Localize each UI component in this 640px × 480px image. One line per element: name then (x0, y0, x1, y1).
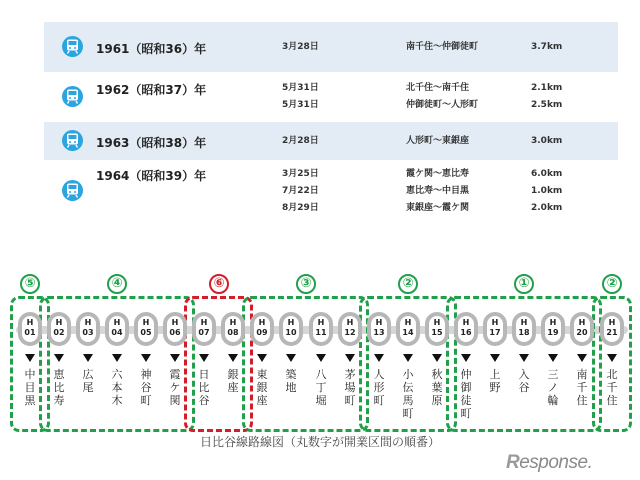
station-number: 09 (256, 328, 268, 337)
opening-order-number: ② (398, 274, 418, 294)
station-number-badge (541, 312, 565, 346)
down-arrow-icon (490, 354, 500, 362)
station-name: 築 地 (285, 368, 297, 394)
station-number: 03 (82, 328, 94, 337)
station (104, 312, 130, 407)
down-arrow-icon (374, 354, 384, 362)
station (162, 312, 188, 407)
train-icon (62, 130, 83, 151)
timeline-section: 仲御徒町～人形町 (406, 100, 479, 110)
timeline-distance: 2.5km (531, 100, 563, 110)
station-number-badge (279, 312, 303, 346)
station-number: 10 (285, 328, 297, 337)
timeline-date-column (282, 133, 319, 150)
station (424, 312, 450, 407)
train-icon (62, 86, 83, 107)
station-number: 15 (431, 328, 443, 337)
station-number-badge (512, 312, 536, 346)
line-letter: H (142, 318, 150, 327)
route-map-caption: 日比谷線路線図（丸数字が開業区間の順番） (199, 435, 440, 449)
station-name: 南 千 住 (576, 368, 588, 407)
timeline-date: 8月29日 (282, 203, 319, 213)
station (308, 312, 334, 407)
line-letter: H (520, 318, 528, 327)
timeline-section-column (406, 166, 469, 217)
down-arrow-icon (170, 354, 180, 362)
line-letter: H (578, 318, 586, 327)
station (395, 312, 421, 420)
station-number: 14 (402, 328, 414, 337)
down-arrow-icon (25, 354, 35, 362)
station-number-badge (425, 312, 449, 346)
station (249, 312, 275, 407)
station-number-badge (396, 312, 420, 346)
station-number-badge (367, 312, 391, 346)
timeline-section: 北千住～南千住 (406, 83, 470, 93)
train-icon (62, 36, 83, 57)
station-number: 06 (169, 328, 181, 337)
station-name: 八 丁 堀 (315, 368, 327, 407)
station-name: 上 野 (489, 368, 501, 394)
line-letter: H (404, 318, 412, 327)
timeline-row (44, 22, 618, 72)
down-arrow-icon (286, 354, 296, 362)
station-name: 六 本 木 (111, 368, 123, 407)
timeline-distance: 2.0km (531, 203, 563, 213)
timeline-date-column (282, 39, 319, 56)
line-letter: H (549, 318, 557, 327)
down-arrow-icon (257, 354, 267, 362)
station (511, 312, 537, 394)
station-name: 人 形 町 (373, 368, 385, 407)
down-arrow-icon (54, 354, 64, 362)
timeline-distance: 3.7km (531, 42, 563, 52)
station-name: 恵 比 寿 (53, 368, 65, 407)
timeline-section-column (406, 39, 478, 56)
opening-order-number: ③ (296, 274, 316, 294)
line-letter: H (229, 318, 237, 327)
down-arrow-icon (199, 354, 209, 362)
station (133, 312, 159, 407)
opening-order-number: ② (602, 274, 622, 294)
timeline-year: 1961（昭和36）年 (96, 42, 207, 56)
timeline-date: 3月25日 (282, 169, 319, 179)
opening-order-number: ⑥ (209, 274, 229, 294)
station-name: 茅 場 町 (344, 368, 356, 407)
timeline-section: 人形町～東銀座 (406, 136, 470, 146)
station (482, 312, 508, 394)
station (366, 312, 392, 407)
opening-timeline-table (44, 22, 618, 222)
station (569, 312, 595, 407)
station-number-badge (600, 312, 624, 346)
station-number-badge (134, 312, 158, 346)
timeline-distance: 3.0km (531, 136, 563, 146)
station-number: 17 (489, 328, 501, 337)
timeline-date-column (282, 166, 319, 217)
station-number: 20 (576, 328, 588, 337)
timeline-distance: 1.0km (531, 186, 563, 196)
station-name: 北 千 住 (606, 368, 618, 407)
down-arrow-icon (519, 354, 529, 362)
station-number: 05 (140, 328, 152, 337)
line-letter: H (171, 318, 179, 327)
timeline-distance-column (531, 39, 562, 56)
station-number: 08 (227, 328, 239, 337)
opening-order-number: ⑤ (20, 274, 40, 294)
down-arrow-icon (432, 354, 442, 362)
station-name: 入 谷 (518, 368, 530, 394)
station-number: 01 (24, 328, 36, 337)
line-letter: H (113, 318, 121, 327)
station-number-badge (483, 312, 507, 346)
timeline-date: 5月31日 (282, 100, 319, 110)
station-name: 中 目 黒 (24, 368, 36, 407)
line-letter: H (317, 318, 325, 327)
station-name: 神 谷 町 (140, 368, 152, 407)
down-arrow-icon (316, 354, 326, 362)
station-number-badge (163, 312, 187, 346)
down-arrow-icon (228, 354, 238, 362)
station-number-badge (192, 312, 216, 346)
station-number-badge (105, 312, 129, 346)
station (46, 312, 72, 407)
timeline-date: 5月31日 (282, 83, 319, 93)
station (337, 312, 363, 407)
line-letter: H (258, 318, 266, 327)
timeline-date: 7月22日 (282, 186, 319, 196)
station-name: 銀 座 (227, 368, 239, 394)
line-letter: H (491, 318, 499, 327)
timeline-distance-column (531, 166, 562, 217)
station-number: 07 (198, 328, 210, 337)
line-letter: H (346, 318, 354, 327)
timeline-section: 南千住～仲御徒町 (406, 42, 479, 52)
timeline-section: 霞ケ関～恵比寿 (406, 169, 470, 179)
station-number-badge (47, 312, 71, 346)
timeline-date-column (282, 80, 319, 114)
timeline-year: 1964（昭和39）年 (96, 169, 207, 183)
down-arrow-icon (83, 354, 93, 362)
timeline-year: 1963（昭和38）年 (96, 136, 207, 150)
line-letter: H (375, 318, 383, 327)
timeline-distance-column (531, 133, 562, 150)
station (191, 312, 217, 407)
down-arrow-icon (577, 354, 587, 362)
station-number: 16 (460, 328, 472, 337)
station-number-badge (338, 312, 362, 346)
timeline-distance: 6.0km (531, 169, 563, 179)
station (453, 312, 479, 420)
station-number-badge (454, 312, 478, 346)
line-letter: H (287, 318, 295, 327)
down-arrow-icon (112, 354, 122, 362)
station (540, 312, 566, 407)
opening-order-number: ① (514, 274, 534, 294)
timeline-date: 2月28日 (282, 136, 319, 146)
down-arrow-icon (548, 354, 558, 362)
station-number: 21 (606, 328, 618, 337)
station-name: 小 伝 馬 町 (402, 368, 414, 420)
response-logo-text: esponse. (519, 452, 593, 473)
station-number: 19 (547, 328, 559, 337)
line-letter: H (84, 318, 92, 327)
timeline-year: 1962（昭和37）年 (96, 83, 207, 97)
opening-order-number: ④ (107, 274, 127, 294)
timeline-row (44, 122, 618, 160)
line-letter: H (200, 318, 208, 327)
station-number-badge (18, 312, 42, 346)
line-letter: H (55, 318, 63, 327)
station (75, 312, 101, 394)
line-letter: H (462, 318, 470, 327)
station-name: 広 尾 (82, 368, 94, 394)
station (278, 312, 304, 394)
station (599, 312, 625, 407)
station-name: 日 比 谷 (198, 368, 210, 407)
station-name: 霞 ケ 関 (169, 368, 181, 407)
route-map (0, 268, 640, 438)
timeline-section-column (406, 80, 478, 114)
station-number: 11 (315, 328, 327, 337)
line-letter: H (26, 318, 34, 327)
timeline-section: 恵比寿～中目黒 (406, 186, 470, 196)
down-arrow-icon (345, 354, 355, 362)
down-arrow-icon (607, 354, 617, 362)
station-number-badge (309, 312, 333, 346)
station-name: 東 銀 座 (256, 368, 268, 407)
timeline-distance-column (531, 80, 562, 114)
timeline-section-column (406, 133, 469, 150)
timeline-section: 東銀座～霞ケ関 (406, 203, 470, 213)
station (220, 312, 246, 394)
timeline-distance: 2.1km (531, 83, 563, 93)
timeline-row (44, 160, 618, 222)
timeline-date: 3月28日 (282, 42, 319, 52)
timeline-row (44, 72, 618, 122)
line-letter: H (608, 318, 616, 327)
station-number-badge (570, 312, 594, 346)
station-number: 12 (344, 328, 356, 337)
station-name: 三 ノ 輪 (547, 368, 559, 407)
line-letter: H (433, 318, 441, 327)
station-number-badge (250, 312, 274, 346)
station-number-badge (221, 312, 245, 346)
station-number: 04 (111, 328, 123, 337)
response-logo: Response. (506, 452, 593, 473)
station-name: 仲 御 徒 町 (460, 368, 472, 420)
down-arrow-icon (461, 354, 471, 362)
station-number: 02 (53, 328, 65, 337)
station-number-badge (76, 312, 100, 346)
station-name: 秋 葉 原 (431, 368, 443, 407)
station-number: 13 (373, 328, 385, 337)
down-arrow-icon (141, 354, 151, 362)
station (17, 312, 43, 407)
train-icon (62, 180, 83, 201)
down-arrow-icon (403, 354, 413, 362)
station-number: 18 (518, 328, 530, 337)
